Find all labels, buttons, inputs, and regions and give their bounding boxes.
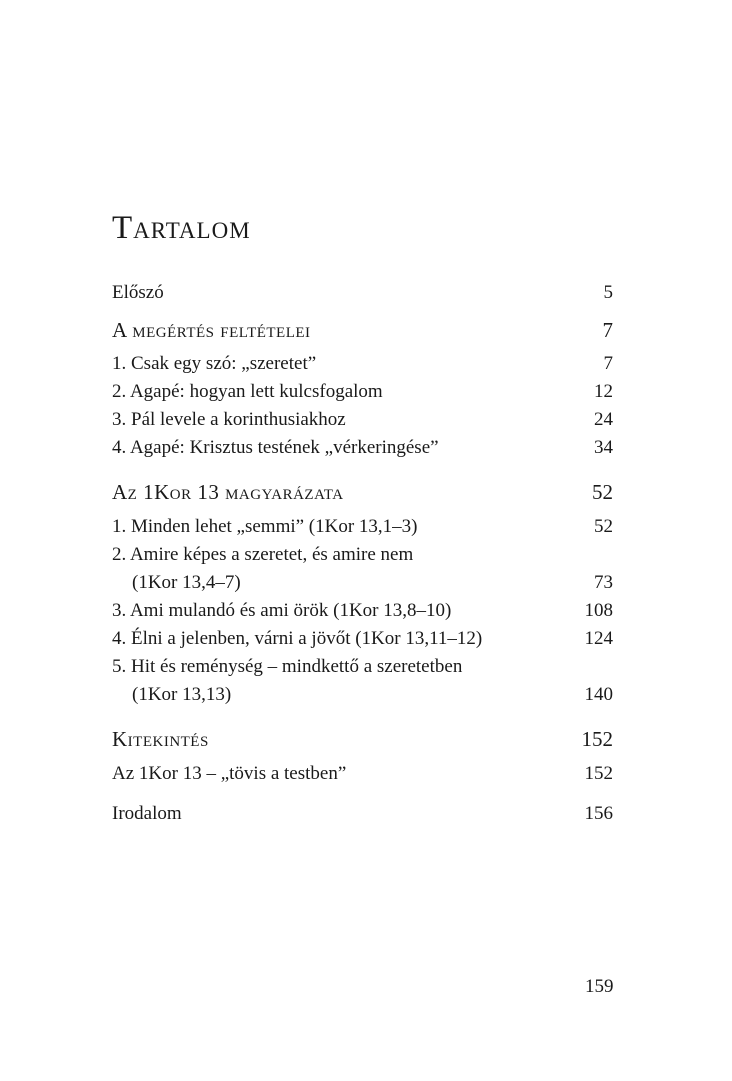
toc-entry-page: 156 (584, 803, 613, 824)
page-title: Tartalom (112, 210, 251, 246)
toc-entry-label: 1. Minden lehet „semmi” (1Kor 13,1–3) (112, 516, 418, 537)
toc-section-page: 52 (592, 480, 613, 504)
toc-entry-label: 3. Pál levele a korinthusiakhoz (112, 409, 346, 430)
toc-entry-label: 2. Agapé: hogyan lett kulcsfogalom (112, 381, 383, 402)
toc-entry-page: 12 (594, 381, 613, 402)
toc-entry-page: 140 (584, 684, 613, 705)
toc-section-label: Az 1Kor 13 magyarázata (112, 480, 344, 504)
toc-section-page: 152 (581, 727, 613, 751)
toc-entry-label: 4. Agapé: Krisztus testének „vérkeringése” (112, 437, 439, 458)
page-number: 159 (585, 976, 614, 997)
toc-entry-page: 5 (603, 282, 613, 303)
toc-entry-label: Előszó (112, 282, 164, 303)
toc-entry-label: 1. Csak egy szó: „szeretet” (112, 353, 317, 374)
toc-entry-page: 108 (584, 600, 613, 621)
toc-section-page: 7 (602, 318, 613, 342)
toc-entry-label: 5. Hit és reménység – mindkettő a szeretetben (112, 656, 463, 677)
toc-entry-continuation: (1Kor 13,13) (132, 684, 232, 705)
toc-section-label: Kitekintés (112, 727, 209, 751)
toc-entry-label: Az 1Kor 13 – „tövis a testben” (112, 763, 347, 784)
toc-entry-label: 2. Amire képes a szeretet, és amire nem (112, 544, 414, 565)
toc-entry-page: 152 (584, 763, 613, 784)
toc-entry-label: 3. Ami mulandó és ami örök (1Kor 13,8–10) (112, 600, 452, 621)
toc-entry-continuation: (1Kor 13,4–7) (132, 572, 241, 593)
toc-entry-page: 34 (594, 437, 613, 458)
toc-entry-page: 24 (594, 409, 613, 430)
toc-entry-page: 52 (594, 516, 613, 537)
toc-entry-page: 7 (603, 353, 613, 374)
toc-entry-page: 73 (594, 572, 613, 593)
toc-section-label: A megértés feltételei (112, 318, 311, 342)
table-of-contents (112, 0, 613, 1081)
toc-entry-page: 124 (584, 628, 613, 649)
toc-entry-label: 4. Élni a jelenben, várni a jövőt (1Kor 13,11–12) (112, 628, 483, 649)
toc-entry-label: Irodalom (112, 803, 182, 824)
